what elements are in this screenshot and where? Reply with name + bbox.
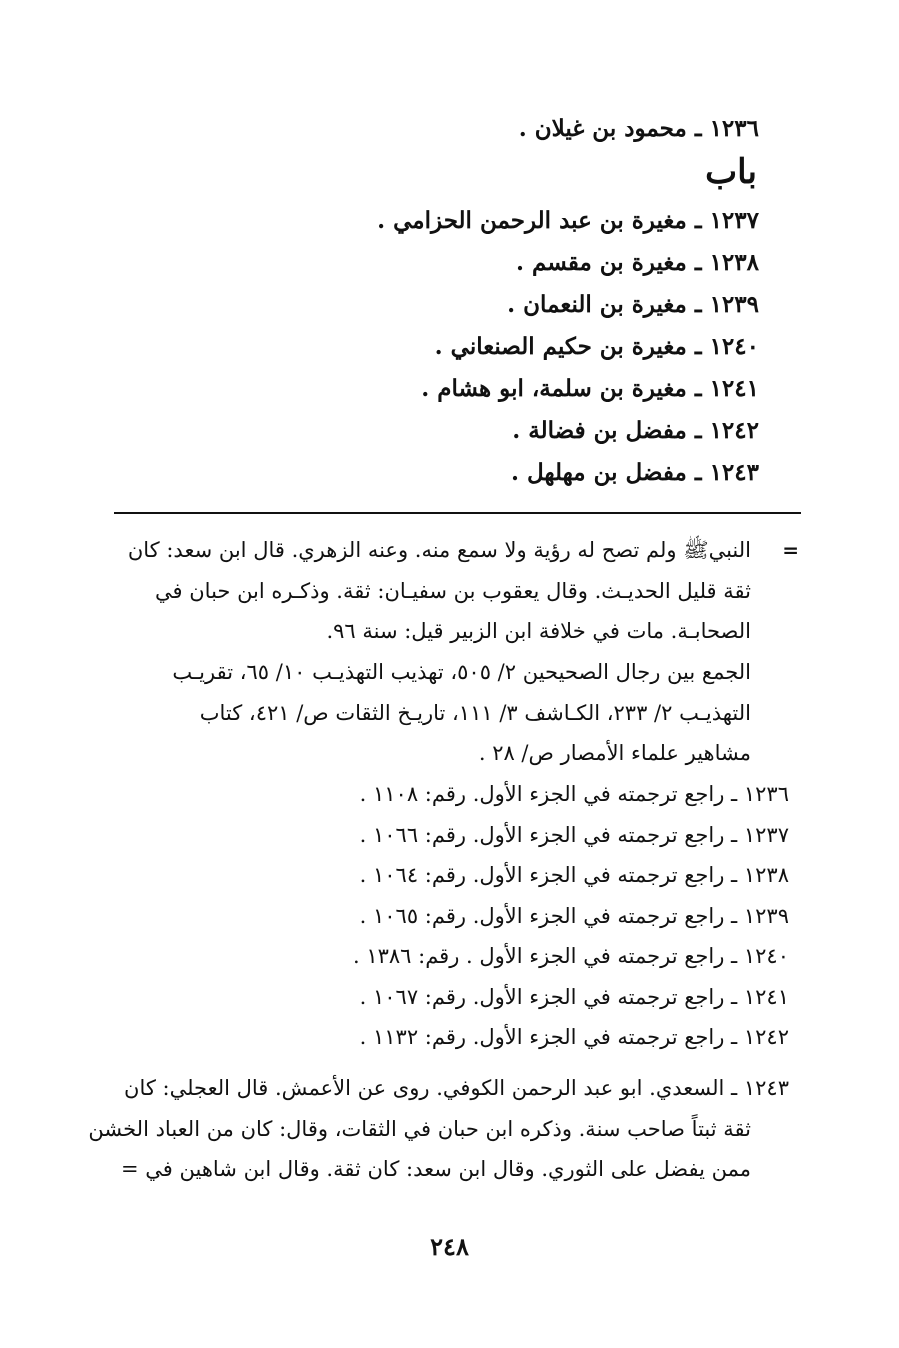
footnote-continued: [99, 530, 751, 652]
footnote-divider: [114, 512, 801, 514]
footnote-line: الجمع بين رجال الصحيحين ٢/ ٥٠٥، تهذيب التهذيـب ١٠/ ٦٥، تقريـب: [172, 660, 751, 684]
footnote-line: ١٢٤٣ ـ السعدي. ابو عبد الرحمن الكوفي. روى عن الأعمش. قال العجلي: كان: [124, 1076, 789, 1100]
footnote-line: ممن يفضل على الثوري. وقال ابن سعد: كان ثقة. وقال ابن شاهين في =: [121, 1157, 751, 1181]
reference-line: ١٢٤٠ ـ راجع ترجمته في الجزء الأول . رقم: ١٣٨٦ .: [352, 944, 789, 968]
entry-1241: ١٢٤١ ـ مغيرة بن سلمة، ابو هشام .: [421, 375, 759, 402]
reference-line: ١٢٣٨ ـ راجع ترجمته في الجزء الأول. رقم: ١٠٦٤ .: [359, 863, 789, 887]
main-entries: [259, 108, 759, 494]
entry-1240: ١٢٤٠ ـ مغيرة بن حكيم الصنعاني .: [434, 333, 759, 360]
footnote-line: التهذيـب ٢/ ٢٣٣، الكـاشف ٣/ ١١١، تاريـخ الثقات ص/ ٤٢١، كتاب: [199, 700, 751, 725]
footnote-sources: [99, 652, 751, 774]
reference-line: ١٢٤١ ـ راجع ترجمته في الجزء الأول. رقم: ١٠٦٧ .: [359, 984, 789, 1009]
footnote-line: ثقة قليل الحديـث. وقال يعقوب بن سفيـان: ثقة. وذكـره ابن حبان في: [155, 578, 751, 603]
entry-1237: ١٢٣٧ ـ مغيرة بن عبد الرحمن الحزامي .: [377, 207, 759, 234]
footnote-line: مشاهير علماء الأمصار ص/ ٢٨ .: [478, 741, 751, 765]
footnote-line: الصحابـة. مات في خلافة ابن الزبير قيل: سنة ٩٦.: [326, 619, 751, 643]
reference-line: ١٢٣٦ ـ راجع ترجمته في الجزء الأول. رقم: ١١٠٨ .: [359, 782, 789, 806]
footnote-references: [137, 774, 789, 1058]
entry-1243: ١٢٤٣ ـ مفضل بن مهلهل .: [511, 459, 759, 486]
reference-line: ١٢٤٢ ـ راجع ترجمته في الجزء الأول. رقم: ١١٣٢ .: [359, 1025, 789, 1049]
entry-1242: ١٢٤٢ ـ مفضل بن فضالة .: [512, 417, 759, 444]
footnote-line: ثقة ثبتاً صاحب سنة. وذكره ابن حبان في الثقات، وقال: كان من العباد الخشن: [88, 1116, 751, 1141]
reference-line: ١٢٣٩ ـ راجع ترجمته في الجزء الأول. رقم: ١٠٦٥ .: [359, 903, 789, 928]
page-number: ٢٤٨: [430, 1232, 469, 1261]
section-heading: باب: [705, 152, 757, 192]
continuation-marker-top: =: [782, 538, 799, 562]
entry-1239: ١٢٣٩ ـ مغيرة بن النعمان .: [507, 291, 759, 318]
footnote-line: النبيﷺ ولم تصح له رؤية ولا سمع منه. وعنه الزهري. قال ابن سعد: كان: [127, 538, 751, 562]
entry-1236: ١٢٣٦ ـ محمود بن غيلان .: [518, 115, 759, 142]
entry-1238: ١٢٣٨ ـ مغيرة بن مقسم .: [516, 249, 759, 276]
footnote-1243: [88, 1068, 789, 1190]
reference-line: ١٢٣٧ ـ راجع ترجمته في الجزء الأول. رقم: ١٠٦٦ .: [359, 822, 789, 847]
